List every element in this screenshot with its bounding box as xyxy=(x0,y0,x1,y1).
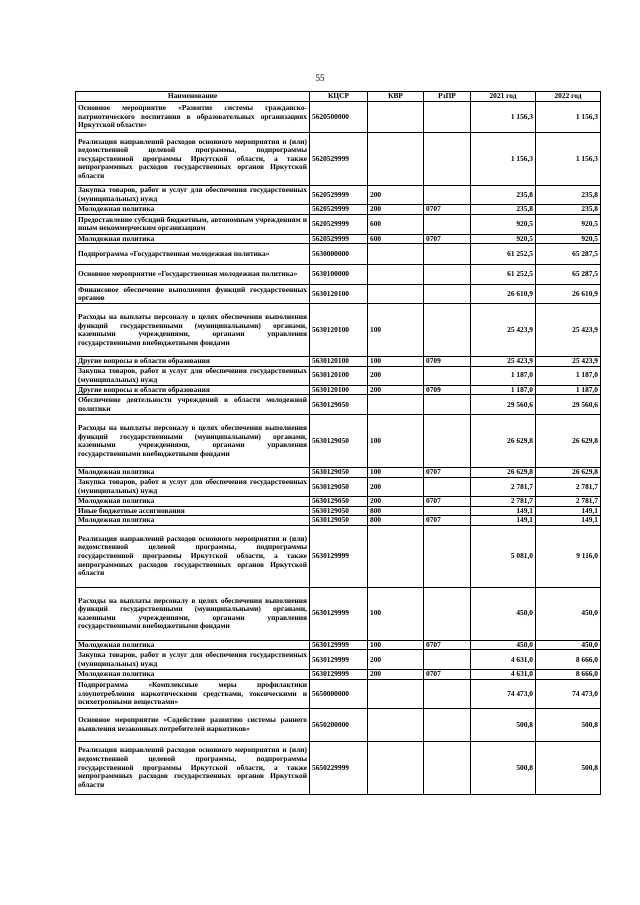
table-row xyxy=(76,205,601,215)
row-kcsr: 5620529999 xyxy=(310,234,368,244)
row-rzpr xyxy=(424,102,471,133)
row-amount-2021: 1 156,3 xyxy=(471,102,536,133)
row-kcsr: 5630129999 xyxy=(310,587,368,640)
row-amount-2021: 74 473,0 xyxy=(471,679,536,708)
table-row xyxy=(76,304,601,357)
row-name: Закупка товаров, работ и услуг для обеспечения государственных (муниципальных) нужд xyxy=(76,477,310,496)
row-kvr: 200 xyxy=(368,496,424,506)
row-kvr xyxy=(368,244,424,265)
row-name: Другие вопросы в области образования xyxy=(76,385,310,395)
row-rzpr xyxy=(424,244,471,265)
row-name: Молодежная политика xyxy=(76,670,310,680)
row-rzpr: 0707 xyxy=(424,468,471,478)
row-name: Молодежная политика xyxy=(76,640,310,650)
row-amount-2021: 500,8 xyxy=(471,708,536,741)
table-row xyxy=(76,395,601,415)
row-rzpr xyxy=(424,304,471,357)
row-amount-2022: 920,5 xyxy=(536,234,601,244)
row-kcsr: 5620529999 xyxy=(310,186,368,205)
row-amount-2021: 235,8 xyxy=(471,205,536,215)
row-kcsr: 5630120100 xyxy=(310,304,368,357)
row-amount-2022: 149,1 xyxy=(536,516,601,526)
row-name: Реализация направлений расходов основного мероприятия и (или) ведомственной целевой программы, подпрограммы государственной программы Иркутской области, а также непрограммных расходов государственных органов Иркутской области xyxy=(76,741,310,794)
header-name: Наименование xyxy=(76,92,310,102)
row-amount-2022: 450,0 xyxy=(536,640,601,650)
row-name: Молодежная политика xyxy=(76,496,310,506)
row-amount-2022: 500,8 xyxy=(536,708,601,741)
row-kvr: 100 xyxy=(368,304,424,357)
row-kvr: 100 xyxy=(368,468,424,478)
table-row xyxy=(76,650,601,670)
row-name: Молодежная политика xyxy=(76,468,310,478)
row-name: Закупка товаров, работ и услуг для обеспечения государственных (муниципальных) нужд xyxy=(76,366,310,385)
row-kcsr: 5630129999 xyxy=(310,670,368,680)
table-row xyxy=(76,415,601,468)
row-amount-2021: 149,1 xyxy=(471,506,536,516)
row-amount-2021: 26 629,8 xyxy=(471,468,536,478)
budget-table xyxy=(75,91,601,795)
row-amount-2022: 2 781,7 xyxy=(536,477,601,496)
row-rzpr: 0709 xyxy=(424,357,471,367)
row-kcsr: 5630129999 xyxy=(310,525,368,587)
table-row xyxy=(76,285,601,304)
row-amount-2021: 26 629,8 xyxy=(471,415,536,468)
table-row xyxy=(76,133,601,186)
row-rzpr: 0707 xyxy=(424,205,471,215)
row-name: Предоставление субсидий бюджетным, автономным учреждениям и иным некоммерческим организациям xyxy=(76,214,310,234)
row-kvr xyxy=(368,102,424,133)
row-amount-2021: 26 610,9 xyxy=(471,285,536,304)
row-rzpr xyxy=(424,679,471,708)
row-amount-2021: 149,1 xyxy=(471,516,536,526)
row-kvr: 200 xyxy=(368,205,424,215)
row-rzpr xyxy=(424,741,471,794)
table-row xyxy=(76,385,601,395)
row-kcsr: 5650200000 xyxy=(310,708,368,741)
row-kvr: 100 xyxy=(368,357,424,367)
row-name: Закупка товаров, работ и услуг для обеспечения государственных (муниципальных) нужд xyxy=(76,186,310,205)
row-name: Обеспечение деятельности учреждений в области молодежной политики xyxy=(76,395,310,415)
row-kcsr: 5630120100 xyxy=(310,366,368,385)
row-kvr: 200 xyxy=(368,650,424,670)
table-row xyxy=(76,265,601,285)
table-row xyxy=(76,516,601,526)
row-kvr xyxy=(368,679,424,708)
row-name: Расходы на выплаты персоналу в целях обеспечения выполнения функций государственными (муниципальными) органами, казенными учреждениями, органами управления государственными внебюджетными фондами xyxy=(76,304,310,357)
table-row xyxy=(76,234,601,244)
row-name: Основное мероприятие «Содействие развитию системы раннего выявления незаконных потребителей наркотиков» xyxy=(76,708,310,741)
table-row xyxy=(76,525,601,587)
table-row xyxy=(76,670,601,680)
row-name: Закупка товаров, работ и услуг для обеспечения государственных (муниципальных) нужд xyxy=(76,650,310,670)
row-amount-2022: 65 287,5 xyxy=(536,244,601,265)
row-amount-2021: 25 423,9 xyxy=(471,304,536,357)
table-row xyxy=(76,741,601,794)
row-name: Расходы на выплаты персоналу в целях обеспечения выполнения функций государственными (муниципальными) органами, казенными учреждениями, органами управления государственными внебюджетными фондами xyxy=(76,587,310,640)
row-kcsr: 5630129050 xyxy=(310,496,368,506)
row-kcsr: 5630100000 xyxy=(310,265,368,285)
row-kvr: 200 xyxy=(368,670,424,680)
row-kcsr: 5630120100 xyxy=(310,385,368,395)
table-row xyxy=(76,496,601,506)
row-name: Подпрограмма «Государственная молодежная политика» xyxy=(76,244,310,265)
row-rzpr xyxy=(424,415,471,468)
row-amount-2022: 25 423,9 xyxy=(536,304,601,357)
row-rzpr xyxy=(424,587,471,640)
row-amount-2022: 65 287,5 xyxy=(536,265,601,285)
header-rzpr: РзПР xyxy=(424,92,471,102)
row-rzpr xyxy=(424,477,471,496)
row-kvr xyxy=(368,265,424,285)
row-rzpr xyxy=(424,265,471,285)
row-amount-2022: 235,8 xyxy=(536,205,601,215)
row-amount-2021: 450,0 xyxy=(471,640,536,650)
row-amount-2022: 149,1 xyxy=(536,506,601,516)
row-kcsr: 5630000000 xyxy=(310,244,368,265)
table-row xyxy=(76,214,601,234)
row-amount-2021: 920,5 xyxy=(471,234,536,244)
row-amount-2021: 29 560,6 xyxy=(471,395,536,415)
row-kvr: 100 xyxy=(368,415,424,468)
row-kcsr: 5650000000 xyxy=(310,679,368,708)
row-amount-2021: 2 781,7 xyxy=(471,496,536,506)
row-kcsr: 5650229999 xyxy=(310,741,368,794)
row-kvr: 200 xyxy=(368,477,424,496)
row-amount-2021: 1 156,3 xyxy=(471,133,536,186)
row-amount-2022: 1 156,3 xyxy=(536,133,601,186)
row-name: Финансовое обеспечение выполнения функций государственных органов xyxy=(76,285,310,304)
row-kcsr: 5630120100 xyxy=(310,285,368,304)
row-kvr xyxy=(368,741,424,794)
header-2022: 2022 год xyxy=(536,92,601,102)
row-rzpr: 0707 xyxy=(424,670,471,680)
row-rzpr xyxy=(424,650,471,670)
row-name: Молодежная политика xyxy=(76,234,310,244)
row-kvr xyxy=(368,395,424,415)
row-kvr xyxy=(368,708,424,741)
table-row xyxy=(76,468,601,478)
row-kvr: 200 xyxy=(368,186,424,205)
row-name: Основное мероприятие «Развитие системы гражданско-патриотического воспитания в образовательных организациях Иркутской области» xyxy=(76,102,310,133)
row-rzpr xyxy=(424,285,471,304)
row-name: Молодежная политика xyxy=(76,205,310,215)
row-rzpr xyxy=(424,708,471,741)
row-kvr: 100 xyxy=(368,587,424,640)
row-rzpr: 0707 xyxy=(424,516,471,526)
row-kcsr: 5630120100 xyxy=(310,357,368,367)
row-rzpr xyxy=(424,525,471,587)
row-amount-2021: 4 631,0 xyxy=(471,650,536,670)
row-amount-2022: 8 666,0 xyxy=(536,650,601,670)
row-amount-2022: 26 629,8 xyxy=(536,468,601,478)
row-amount-2021: 1 187,0 xyxy=(471,385,536,395)
row-kcsr: 5620529999 xyxy=(310,205,368,215)
row-name: Расходы на выплаты персоналу в целях обеспечения выполнения функций государственными (муниципальными) органами, казенными учреждениями, органами управления государственными внебюджетными фондами xyxy=(76,415,310,468)
row-kcsr: 5630129050 xyxy=(310,516,368,526)
row-name: Молодежная политика xyxy=(76,516,310,526)
row-rzpr: 0707 xyxy=(424,496,471,506)
row-amount-2021: 450,0 xyxy=(471,587,536,640)
row-kvr: 200 xyxy=(368,366,424,385)
row-rzpr xyxy=(424,366,471,385)
row-kcsr: 5630129050 xyxy=(310,506,368,516)
row-kcsr: 5620529999 xyxy=(310,214,368,234)
row-amount-2021: 61 252,5 xyxy=(471,244,536,265)
row-kcsr: 5620500000 xyxy=(310,102,368,133)
table-row xyxy=(76,102,601,133)
row-kvr: 600 xyxy=(368,214,424,234)
row-rzpr xyxy=(424,214,471,234)
row-amount-2022: 29 560,6 xyxy=(536,395,601,415)
row-rzpr: 0709 xyxy=(424,385,471,395)
row-kcsr: 5630129999 xyxy=(310,640,368,650)
row-amount-2021: 920,5 xyxy=(471,214,536,234)
row-amount-2022: 2 781,7 xyxy=(536,496,601,506)
row-name: Реализация направлений расходов основного мероприятия и (или) ведомственной целевой программы, подпрограммы государственной программы Иркутской области, а также непрограммных расходов государственных органов Иркутской области xyxy=(76,133,310,186)
row-rzpr: 0707 xyxy=(424,234,471,244)
table-row xyxy=(76,366,601,385)
row-amount-2022: 8 666,0 xyxy=(536,670,601,680)
row-amount-2021: 1 187,0 xyxy=(471,366,536,385)
row-amount-2022: 235,8 xyxy=(536,186,601,205)
row-amount-2022: 1 187,0 xyxy=(536,366,601,385)
row-amount-2022: 450,0 xyxy=(536,587,601,640)
row-kcsr: 5630129050 xyxy=(310,468,368,478)
row-amount-2022: 9 116,0 xyxy=(536,525,601,587)
row-amount-2022: 26 610,9 xyxy=(536,285,601,304)
row-name: Иные бюджетные ассигнования xyxy=(76,506,310,516)
row-kcsr: 5630129050 xyxy=(310,395,368,415)
table-row xyxy=(76,679,601,708)
table-row xyxy=(76,244,601,265)
row-name: Реализация направлений расходов основного мероприятия и (или) ведомственной целевой программы, подпрограммы государственной программы Иркутской области, а также непрограммных расходов государственных органов Иркутской области xyxy=(76,525,310,587)
row-amount-2022: 500,8 xyxy=(536,741,601,794)
row-amount-2021: 500,8 xyxy=(471,741,536,794)
row-rzpr xyxy=(424,186,471,205)
page-number: 55 xyxy=(315,73,325,83)
row-amount-2021: 2 781,7 xyxy=(471,477,536,496)
row-kcsr: 5630129999 xyxy=(310,650,368,670)
row-amount-2022: 25 423,9 xyxy=(536,357,601,367)
row-kvr xyxy=(368,133,424,186)
table-row xyxy=(76,708,601,741)
table-row xyxy=(76,587,601,640)
row-amount-2021: 5 081,0 xyxy=(471,525,536,587)
table-row xyxy=(76,186,601,205)
row-rzpr xyxy=(424,395,471,415)
row-amount-2021: 4 631,0 xyxy=(471,670,536,680)
table-row xyxy=(76,357,601,367)
row-kvr xyxy=(368,285,424,304)
row-kvr: 600 xyxy=(368,234,424,244)
row-rzpr xyxy=(424,133,471,186)
table-row xyxy=(76,477,601,496)
row-amount-2022: 74 473,0 xyxy=(536,679,601,708)
header-kcsr: КЦСР xyxy=(310,92,368,102)
row-kcsr: 5630129050 xyxy=(310,415,368,468)
row-rzpr: 0707 xyxy=(424,640,471,650)
row-name: Основное мероприятие «Государственная молодежная политика» xyxy=(76,265,310,285)
header-2021: 2021 год xyxy=(471,92,536,102)
row-kvr: 800 xyxy=(368,516,424,526)
row-kvr: 100 xyxy=(368,640,424,650)
row-kvr: 200 xyxy=(368,385,424,395)
row-kcsr: 5620529999 xyxy=(310,133,368,186)
table-row xyxy=(76,640,601,650)
row-amount-2021: 25 423,9 xyxy=(471,357,536,367)
row-amount-2022: 26 629,8 xyxy=(536,415,601,468)
row-kvr xyxy=(368,525,424,587)
row-kcsr: 5630129050 xyxy=(310,477,368,496)
row-name: Подпрограмма «Комплексные меры профилактики злоупотребления наркотическими средствами, токсическими и психотропными веществами» xyxy=(76,679,310,708)
row-amount-2022: 1 187,0 xyxy=(536,385,601,395)
row-amount-2022: 1 156,3 xyxy=(536,102,601,133)
row-kvr: 800 xyxy=(368,506,424,516)
row-amount-2021: 235,8 xyxy=(471,186,536,205)
header-kvr: КВР xyxy=(368,92,424,102)
row-amount-2021: 61 252,5 xyxy=(471,265,536,285)
row-name: Другие вопросы в области образования xyxy=(76,357,310,367)
row-amount-2022: 920,5 xyxy=(536,214,601,234)
table-header-row xyxy=(76,92,601,102)
